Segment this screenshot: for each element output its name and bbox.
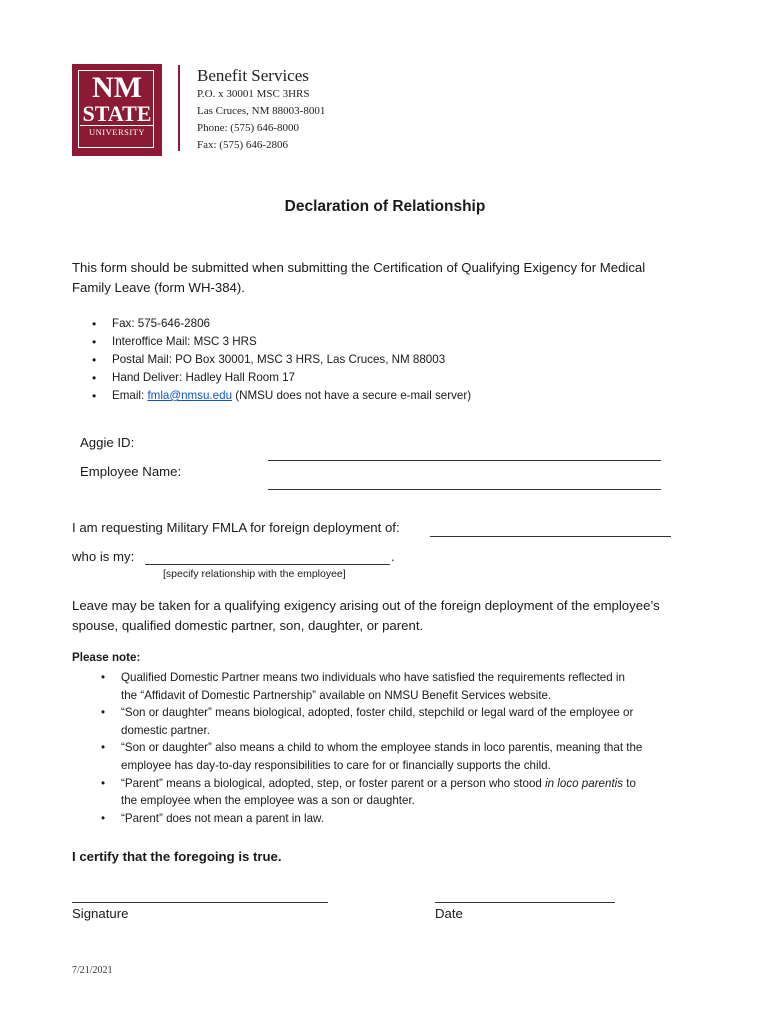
- list-item: [101, 739, 711, 774]
- list-item: • Interoffice Mail: MSC 3 HRS: [92, 333, 712, 351]
- relationship-input[interactable]: [145, 564, 390, 565]
- email-link[interactable]: fmla@nmsu.edu: [147, 389, 233, 402]
- notes-list: [101, 669, 711, 827]
- note-2-line-1: • “Son or daughter” means biological, adopted, foster child, stepchild or legal ward of the employee or: [121, 706, 634, 720]
- please-note-heading: Please note:: [72, 651, 141, 664]
- date-label: Date: [435, 906, 463, 921]
- employee-name-label: Employee Name:: [80, 464, 182, 479]
- note-3-line-2: employee has day-to-day responsibilities to care for or financially supports the child.: [121, 758, 551, 772]
- header-fax: Fax: (575) 646-2806: [197, 139, 289, 151]
- note-4-line-2: the employee when the employee was a son or daughter.: [121, 794, 415, 808]
- note-4-italic: in loco parentis: [545, 776, 624, 790]
- leave-line-2: spouse, qualified domestic partner, son, daughter, or parent.: [72, 618, 424, 633]
- logo-university-text: UNIVERSITY: [80, 125, 154, 137]
- list-item: [101, 810, 711, 828]
- who-is-my-label: who is my:: [72, 549, 135, 564]
- header-divider: [178, 65, 180, 151]
- note-4-line-1: [121, 775, 711, 793]
- header-title: Benefit Services: [197, 66, 309, 85]
- who-is-my-period: .: [391, 549, 395, 564]
- email-prefix: Email:: [112, 389, 148, 402]
- relationship-hint: [specify relationship with the employee]: [163, 568, 346, 580]
- logo-state-text: STATE: [82, 101, 152, 126]
- note-4-text-a: “Parent” means a biological, adopted, step, or foster parent or a person who stood: [121, 776, 546, 790]
- intro-line-1: This form should be submitted when submitting the Certification of Qualifying Exigency for Medical: [72, 260, 646, 275]
- intro-line-2: Family Leave (form WH-384).: [72, 280, 245, 295]
- list-item: [101, 669, 711, 704]
- aggie-id-input[interactable]: [268, 460, 661, 461]
- employee-name-input[interactable]: [268, 489, 661, 490]
- list-item: [101, 704, 711, 739]
- form-title: Declaration of Relationship: [284, 198, 486, 215]
- certify-statement: I certify that the foregoing is true.: [72, 849, 282, 864]
- email-suffix: (NMSU does not have a secure e-mail server): [232, 389, 472, 402]
- list-item: [101, 775, 711, 810]
- list-item-email: [92, 387, 712, 405]
- header-phone: Phone: (575) 646-8000: [197, 122, 300, 134]
- note-3-line-1: • “Son or daughter” also means a child to whom the employee stands in loco parentis, meaning that the: [121, 741, 643, 755]
- header-address-2: Las Cruces, NM 88003-8001: [197, 105, 326, 117]
- date-input[interactable]: [435, 902, 615, 903]
- note-1-line-1: • Qualified Domestic Partner means two individuals who have satisfied the requirements reflected in: [121, 671, 625, 684]
- logo-nm-text: NM: [92, 71, 142, 104]
- deployment-of-input[interactable]: [430, 536, 671, 537]
- list-item: • Postal Mail: PO Box 30001, MSC 3 HRS, Las Cruces, NM 88003: [92, 351, 712, 369]
- note-4-text-c: to: [623, 776, 636, 790]
- signature-label: Signature: [72, 906, 129, 921]
- aggie-id-label: Aggie ID:: [80, 435, 135, 450]
- submit-methods-list: [92, 315, 712, 405]
- request-text: I am requesting Military FMLA for foreign deployment of:: [72, 520, 400, 535]
- list-item: • Fax: 575-646-2806: [92, 315, 712, 333]
- list-item: • Hand Deliver: Hadley Hall Room 17: [92, 369, 712, 387]
- note-5-line-1: • “Parent” does not mean a parent in law.: [121, 811, 325, 825]
- nmsu-logo: [72, 64, 162, 156]
- note-2-line-2: domestic partner.: [121, 723, 210, 737]
- signature-input[interactable]: [72, 902, 328, 903]
- leave-line-1: Leave may be taken for a qualifying exigency arising out of the foreign deployment of the employee’s: [72, 598, 660, 613]
- header-address-1: P.O. x 30001 MSC 3HRS: [197, 88, 310, 100]
- note-1-line-2: the “Affidavit of Domestic Partnership” available on NMSU Benefit Services website.: [121, 688, 552, 702]
- footer-date: 7/21/2021: [72, 965, 113, 976]
